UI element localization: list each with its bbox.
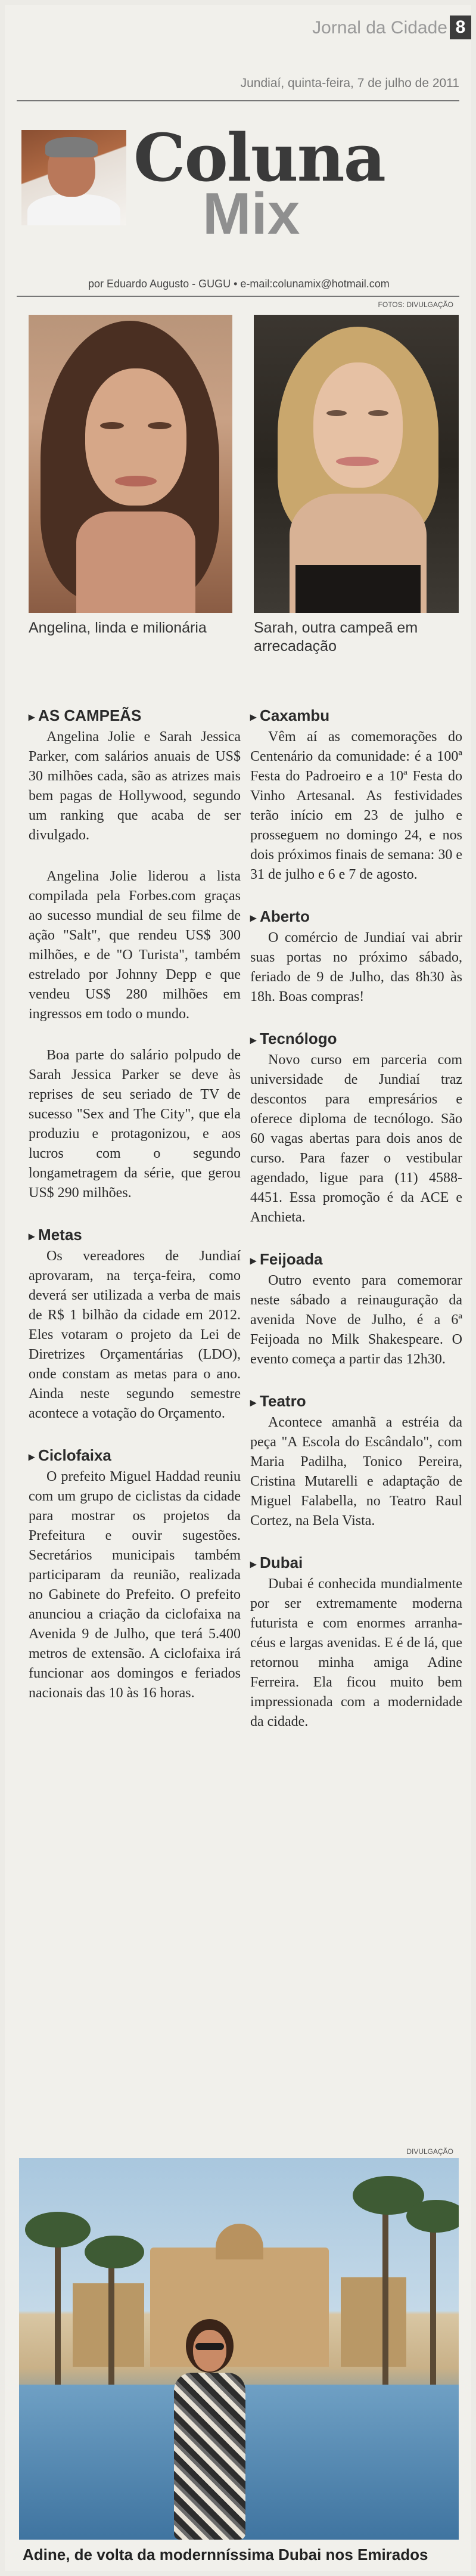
section-feijoada <box>250 1249 462 1369</box>
section-heading: Tecnólogo <box>260 1030 337 1047</box>
paragraph: Vêm aí as comemorações do Centenário da comunidade: é a 100ª Festa do Padroeiro e a 10ª Festa do Vinho Artesanal. As festividades terão início em 23 de julho e prosseguem no domingo 24, e nos dois próximos finais de semana: 30 e 31 de julho e 6 e 7 de agosto. <box>250 729 462 882</box>
section-ciclofaixa <box>29 1445 241 1703</box>
caption-adine: Adine, de volta da modernníssima Dubai nos Emirados <box>23 2546 428 2563</box>
triangle-bullet-icon: ▸ <box>250 1034 257 1047</box>
triangle-bullet-icon: ▸ <box>29 1230 35 1243</box>
section-tecnologo <box>250 1028 462 1227</box>
section-heading: Aberto <box>260 907 310 925</box>
divider <box>17 100 459 101</box>
dubai-photo <box>19 2158 459 2540</box>
section-teatro <box>250 1391 462 1531</box>
section-aberto <box>250 906 462 1007</box>
section-heading: Caxambu <box>260 706 330 724</box>
woman-figure <box>162 2319 257 2540</box>
paragraph: O prefeito Miguel Haddad reuniu com um grupo de ciclistas da cidade para mostrar os projetos da Prefeitura e ouvir sugestões. Secretários municipais também participaram da reunião, realizada no Gabinete do Prefeito. O prefeito anunciou a criação da ciclofaixa na Avenida 9 de Julho, que terá 5.400 metros de extensão. A ciclofaixa irá funcionar aos domingos e feriados nacionais das 10 às 16 horas. <box>29 1469 241 1701</box>
page-number: 8 <box>450 16 471 39</box>
left-column <box>29 705 241 1725</box>
paragraph: Boa parte do salário polpudo de Sarah Jessica Parker se deve às reprises de seu seriado de TV de sucesso "Sex and The City", que ela produziu e protagonizou, e aos lucros com o segundo longametragem da série, que gerou US$ 290 milhões. <box>29 1047 241 1201</box>
right-column <box>250 705 462 1753</box>
triangle-bullet-icon: ▸ <box>29 711 35 724</box>
paragraph: Angelina Jolie e Sarah Jessica Parker, com salários anuais de US$ 30 milhões cada, são as atrizes mais bem pagas de Hollywood, segundo um ranking que acaba de ser divulgado. <box>29 729 241 843</box>
newspaper-name: Jornal da Cidade <box>312 18 447 38</box>
divider <box>17 296 459 297</box>
photo-credit: DIVULGAÇÃO <box>406 2147 453 2156</box>
caption-angelina: Angelina, linda e milionária <box>29 619 207 636</box>
section-heading: Metas <box>38 1226 82 1244</box>
columnist-photo <box>21 130 126 225</box>
dateline: Jundiaí, quinta-feira, 7 de julho de 2011 <box>240 76 459 90</box>
section-caxambu <box>250 705 462 885</box>
photo-credit: FOTOS: DIVULGAÇÃO <box>378 300 453 309</box>
triangle-bullet-icon: ▸ <box>250 1254 257 1267</box>
section-heading: Dubai <box>260 1554 303 1571</box>
section-metas <box>29 1225 241 1424</box>
paragraph: Os vereadores de Jundiaí aprovaram, na terça-feira, como deverá ser utilizada a verba de mais de R$ 1 bilhão da cidade em 2012. Eles votaram o projeto da Lei de Diretrizes Orçamentárias (LDO), onde constam as metas para o ano. Ainda neste segundo semestre acontece a votação do Orçamento. <box>29 1248 241 1421</box>
triangle-bullet-icon: ▸ <box>250 912 257 925</box>
paragraph: Angelina Jolie liderou a lista compilada pela Forbes.com graças ao sucesso mundial de seu filme de ação "Salt", que rendeu US$ 300 milhões, e de "O Turista", também estrelado por Johnny Depp e que vendeu US$ 280 milhões em ingressos em todo o mundo. <box>29 869 241 1022</box>
section-dubai <box>250 1552 462 1732</box>
section-heading: Feijoada <box>260 1250 323 1268</box>
section-heading: AS CAMPEÃS <box>38 706 142 724</box>
column-title-mix: Mix <box>203 181 300 246</box>
section-heading: Ciclofaixa <box>38 1446 111 1464</box>
paragraph: O comércio de Jundiaí vai abrir suas portas no próximo sábado, feriado de 9 de Julho, das 8h30 às 18h. Boas compras! <box>250 930 462 1005</box>
paragraph: Novo curso em parceria com universidade de Jundiaí traz descontos para empresários e oferece diploma de tecnólogo. São 60 vagas abertas para dois anos de curso. Para fazer o vestibular agendado, ligue para (11) 4588-4451. Essa promoção é da ACE e Anchieta. <box>250 1052 462 1225</box>
triangle-bullet-icon: ▸ <box>250 1396 257 1409</box>
paragraph: Outro evento para comemorar neste sábado a reinauguração da avenida Nove de Julho, é a 6ª Feijoada no Milk Shakespeare. O evento começa a partir das 12h30. <box>250 1273 462 1367</box>
column-title-coluna: Coluna <box>133 119 385 196</box>
caption-sarah: Sarah, outra campeã em arrecadação <box>254 619 418 655</box>
paragraph: Dubai é conhecida mundialmente por ser extremamente moderna futurista e com enormes arranha-céus e largas avenidas. E é de lá, que retornou minha amiga Adine Ferreira. Ela ficou muito bem impressionada com a modernidade da cidade. <box>250 1576 462 1729</box>
newspaper-page <box>5 5 471 2571</box>
triangle-bullet-icon: ▸ <box>29 1450 35 1464</box>
angelina-photo <box>29 315 232 613</box>
byline: por Eduardo Augusto - GUGU • e-mail:colunamix@hotmail.com <box>88 278 390 290</box>
triangle-bullet-icon: ▸ <box>250 711 257 724</box>
sarah-photo <box>254 315 459 613</box>
paragraph: Acontece amanhã a estréia da peça "A Escola do Escândalo", com Maria Padilha, Tonico Pereira, Cristina Mutarelli e adaptação de Miguel Falabella, no Teatro Raul Cortez, na Bela Vista. <box>250 1415 462 1529</box>
section-heading: Teatro <box>260 1392 306 1410</box>
triangle-bullet-icon: ▸ <box>250 1558 257 1571</box>
section-as-campeas <box>29 705 241 1203</box>
